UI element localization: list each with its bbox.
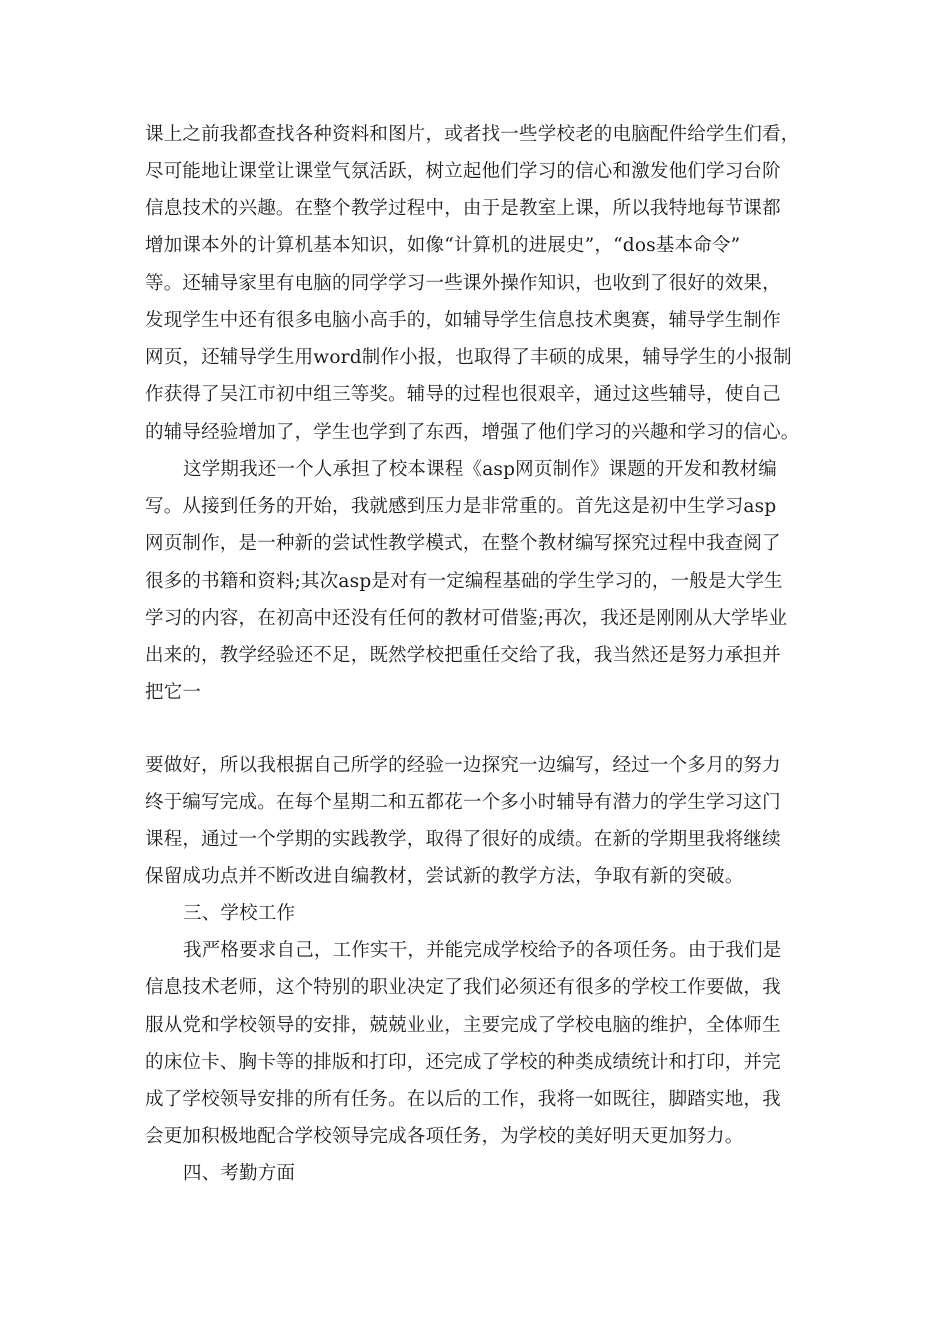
text-line: 尽可能地让课堂让课堂气氛活跃，树立起他们学习的信心和激发他们学习台阶	[145, 161, 781, 182]
text-line: 保留成功点并不断改进自编教材，尝试新的教学方法，争取有新的突破。	[145, 866, 744, 887]
text-line: 信息技术老师，这个特别的职业决定了我们必须还有很多的学校工作要做，我	[145, 977, 781, 998]
text-line: 的床位卡、胸卡等的排版和打印，还完成了学校的种类成绩统计和打印，并完	[145, 1052, 781, 1073]
text-line: 终于编写完成。在每个星期二和五都花一个多小时辅导有潜力的学生学习这门	[145, 792, 781, 813]
text-line: 网页，还辅导学生用word制作小报，也取得了丰硕的成果，辅导学生的小报制	[145, 347, 792, 368]
text-line: 把它一	[145, 682, 202, 703]
text-line: 出来的，教学经验还不足，既然学校把重任交给了我，我当然还是努力承担并	[145, 645, 781, 666]
text-line: 等。还辅导家里有电脑的同学学习一些课外操作知识，也收到了很好的效果，	[145, 273, 781, 294]
text-line: 信息技术的兴趣。在整个教学过程中，由于是教室上课，所以我特地每节课都	[145, 198, 781, 219]
text-line: 学习的内容，在初高中还没有任何的教材可借鉴;再次，我还是刚刚从大学毕业	[145, 608, 788, 629]
text-line: 增加课本外的计算机基本知识，如像“计算机的进展史”，“dos基本命令”	[145, 235, 741, 256]
text-line: 写。从接到任务的开始，我就感到压力是非常重的。首先这是初中生学习asp	[145, 496, 777, 517]
text-line: 成了学校领导安排的所有任务。在以后的工作，我将一如既往，脚踏实地，我	[145, 1089, 781, 1110]
text-line: 很多的书籍和资料;其次asp是对有一定编程基础的学生学习的，一般是大学生	[145, 571, 783, 592]
text-line: 作获得了吴江市初中组三等奖。辅导的过程也很艰辛，通过这些辅导，使自己	[145, 384, 781, 405]
text-line: 的辅导经验增加了，学生也学到了东西，增强了他们学习的兴趣和学习的信心。	[145, 422, 800, 443]
paragraph-first-line: 我严格要求自己，工作实干，并能完成学校给予的各项任务。由于我们是	[183, 940, 782, 961]
text-line: 服从党和学校领导的安排，兢兢业业，主要完成了学校电脑的维护，全体师生	[145, 1015, 781, 1036]
text-line: 要做好，所以我根据自己所学的经验一边探究一边编写，经过一个多月的努力	[145, 755, 781, 776]
text-line: 网页制作，是一种新的尝试性教学模式，在整个教材编写探究过程中我查阅了	[145, 533, 781, 554]
paragraph-first-line: 这学期我还一个人承担了校本课程《asp网页制作》课题的开发和教材编	[183, 459, 777, 480]
text-line: 发现学生中还有很多电脑小高手的，如辅导学生信息技术奥赛，辅导学生制作	[145, 310, 781, 331]
section-heading: 四、考勤方面	[183, 1163, 296, 1184]
text-line: 课程，通过一个学期的实践教学，取得了很好的成绩。在新的学期里我将继续	[145, 829, 781, 850]
text-line: 课上之前我都查找各种资料和图片，或者找一些学校老的电脑配件给学生们看，	[145, 124, 800, 145]
text-line: 会更加积极地配合学校领导完成各项任务，为学校的美好明天更加努力。	[145, 1126, 744, 1147]
section-heading: 三、学校工作	[183, 903, 296, 924]
